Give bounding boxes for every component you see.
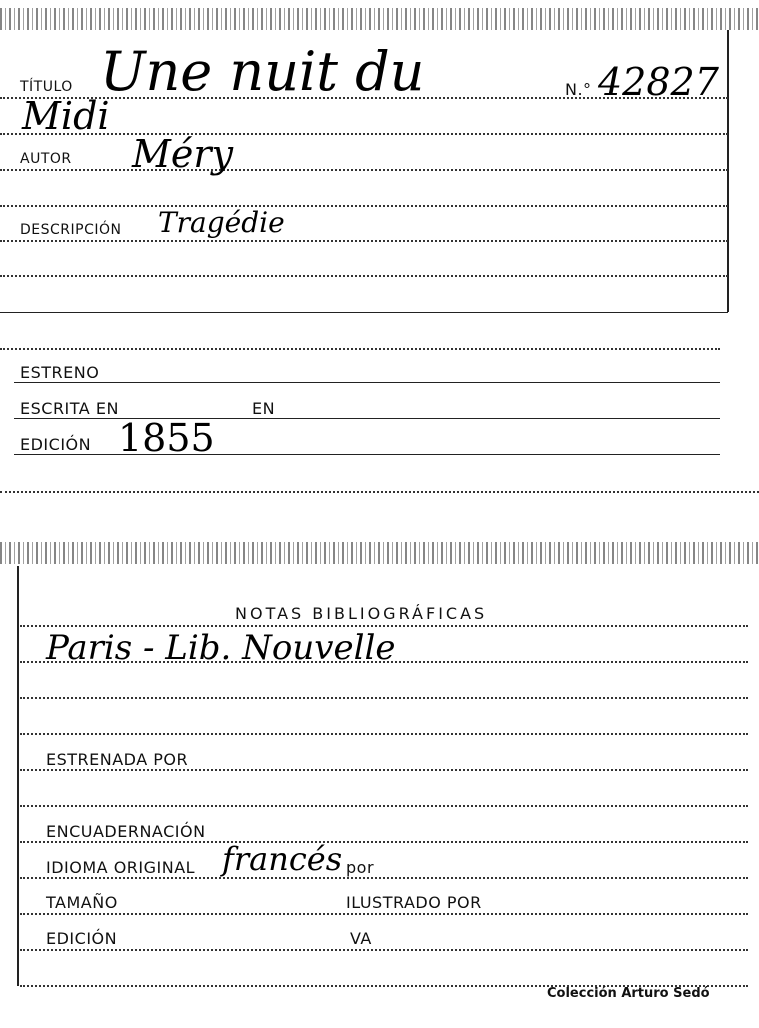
ruled-line <box>20 697 748 699</box>
ruled-line <box>20 733 748 735</box>
ruled-line <box>14 382 720 383</box>
numero-value: 42827 <box>598 60 719 104</box>
ruled-line <box>20 625 748 627</box>
en-label: EN <box>252 399 276 418</box>
estreno-label: ESTRENO <box>20 363 100 382</box>
card-right-edge <box>727 30 729 312</box>
encuadernacion-label: ENCUADERNACIÓN <box>46 822 206 841</box>
ruled-line <box>0 275 728 277</box>
por-label: por <box>346 858 375 877</box>
collection-credit: Colección Arturo Sedó <box>547 986 710 1001</box>
autor-value: Méry <box>132 132 234 176</box>
card-top-edge <box>0 542 759 564</box>
ruled-line <box>20 805 748 807</box>
edicion-label: EDICIÓN <box>46 929 118 948</box>
ilustrado-por-label: ILUSTRADO POR <box>346 893 482 912</box>
va-label: VA <box>350 929 372 948</box>
titulo-value-line1: Une nuit du <box>100 40 425 103</box>
idioma-original-value: francés <box>222 840 343 878</box>
ruled-line <box>20 877 748 879</box>
escrita-en-label: ESCRITA EN <box>20 399 119 418</box>
catalog-card-back <box>0 540 759 1028</box>
ruled-line <box>20 949 748 951</box>
edicion-label: EDICIÓN <box>20 435 92 454</box>
catalog-card-front <box>0 0 759 495</box>
idioma-original-label: IDIOMA ORIGINAL <box>46 858 196 877</box>
card-left-edge <box>17 566 19 986</box>
descripcion-label: DESCRIPCIÓN <box>20 222 122 238</box>
titulo-value-line2: Midi <box>22 94 110 138</box>
estrenada-por-label: ESTRENADA POR <box>46 750 189 769</box>
notas-label: NOTAS BIBLIOGRÁFICAS <box>235 604 488 623</box>
ruled-line <box>0 205 728 207</box>
ruled-line <box>0 240 728 242</box>
ruled-line <box>0 312 728 313</box>
ruled-line <box>20 769 748 771</box>
ruled-line <box>20 913 748 915</box>
numero-label: N.° <box>565 80 592 99</box>
ruled-line <box>0 348 720 350</box>
descripcion-value: Tragédie <box>158 206 285 239</box>
notas-value: Paris - Lib. Nouvelle <box>46 628 396 668</box>
tamano-label: TAMAÑO <box>46 893 118 912</box>
ruled-line <box>20 661 748 663</box>
autor-label: AUTOR <box>20 151 72 167</box>
titulo-label: TÍTULO <box>20 79 73 95</box>
card-top-edge <box>0 8 759 30</box>
ruled-line <box>0 169 728 171</box>
card-bottom-edge <box>0 491 759 493</box>
ruled-line <box>20 841 748 843</box>
edicion-value: 1855 <box>118 416 215 460</box>
